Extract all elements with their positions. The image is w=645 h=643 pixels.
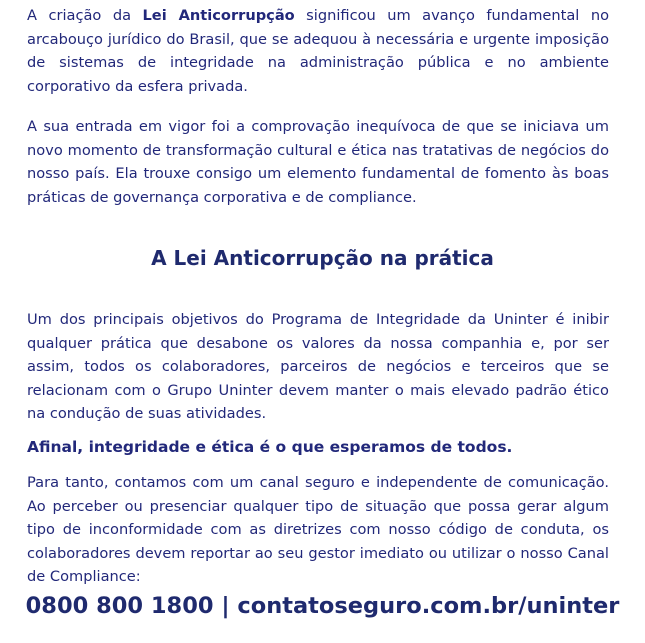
intro-paragraph-1-start: A criação da (27, 7, 143, 24)
compliance-channel-paragraph: Para tanto, contamos com um canal seguro e independente de comunicação. Ao perceber ou presenciar qualquer tipo de situação que possa gerar algum tipo de inconformidade com as diretrizes com nosso código de conduta, os colaboradores devem reportar ao seu gestor imediato ou utilizar o nosso Canal de Compliance: (27, 474, 609, 585)
integrity-subheading: Afinal, integridade e ética é o que esperamos de todos. (27, 438, 513, 456)
section-heading: A Lei Anticorrupção na prática (151, 246, 494, 270)
intro-paragraph-2: A sua entrada em vigor foi a comprovação inequívoca de que se iniciava um novo momento de transformação cultural e ética nas tratativas de negócios do nosso país. Ela trouxe consigo um elemento fundamental de fomento às boas práticas de governança corporativa e de compliance. (27, 118, 609, 206)
integrity-program-paragraph: Um dos principais objetivos do Programa de Integridade da Uninter é inibir qualquer prática que desabone os valores da nossa companhia e, por ser assim, todos os colaboradores, parceiros de negócios e terceiros que se relacionam com o Grupo Uninter devem manter o mais elevado padrão ético na condução de suas atividades. (27, 311, 609, 422)
intro-paragraph-1 (27, 4, 609, 98)
contact-line[interactable]: 0800 800 1800 | contatoseguro.com.br/uninter (25, 593, 620, 619)
law-name-bold: Lei Anticorrupção (142, 7, 295, 24)
intro-paragraph-1-end: significou um avanço fundamental no arcabouço jurídico do Brasil, que se adequou à necessária e urgente imposição de sistemas de integridade na administração pública e no ambiente corporativo da esfera privada. (27, 7, 609, 95)
